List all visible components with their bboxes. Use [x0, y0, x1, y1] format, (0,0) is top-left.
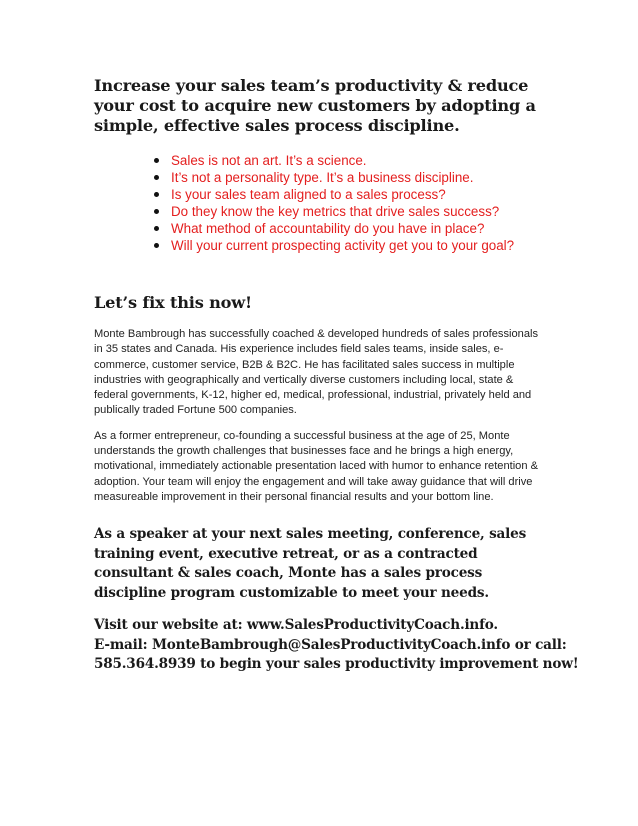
- bullet-text: Is your sales team aligned to a sales process?: [171, 187, 446, 202]
- main-heading: Increase your sales team’s productivity & reduce your cost to acquire new customers by adopting a simple, effective sales process discipline.: [94, 76, 536, 135]
- contact-block: [94, 616, 579, 675]
- email-line: [94, 636, 567, 656]
- bullet-text: Do they know the key metrics that drive sales success?: [171, 204, 500, 219]
- bullet-list: [94, 152, 554, 254]
- bullet-icon: [154, 209, 159, 214]
- list-item: [154, 220, 554, 237]
- list-item: [154, 237, 554, 254]
- document-content: [94, 76, 579, 675]
- list-item: [154, 203, 554, 220]
- website-line: [94, 616, 554, 636]
- bullet-text: Will your current prospecting activity get you to your goal?: [171, 238, 515, 253]
- bio-paragraph: Monte Bambrough has successfully coached & developed hundreds of sales professionals in 35 states and Canada. His experience includes field sales teams, inside sales, e-commerce, customer service, B2B & B2C. He has facilitated sales success in multiple industries with geographically and vertically diverse customers including local, state & federal governments, K-12, higher ed, medical, professional, industrial, privately held and publically traded Fortune 500 companies.: [94, 328, 539, 417]
- bullet-icon: [154, 158, 159, 163]
- bullet-icon: [154, 175, 159, 180]
- bullet-text: What method of accountability do you have in place?: [171, 221, 485, 236]
- email-link[interactable]: MonteBambrough@SalesProductivityCoach.info: [151, 636, 511, 653]
- bullet-icon: [154, 192, 159, 197]
- bullet-text: It’s not a personality type. It’s a business discipline.: [171, 170, 474, 185]
- website-prefix: Visit our website at:: [94, 617, 247, 634]
- speaker-heading: As a speaker at your next sales meeting, conference, sales training event, executive retreat, or as a contracted consultant & sales coach, Monte has a sales process discipline program customizable to meet your needs.: [94, 526, 527, 601]
- bullet-icon: [154, 226, 159, 231]
- fix-heading: Let’s fix this now!: [94, 293, 252, 312]
- bullet-icon: [154, 243, 159, 248]
- closing-line: 585.364.8939 to begin your sales productivity improvement now!: [94, 656, 579, 673]
- website-link[interactable]: www.SalesProductivityCoach.info.: [246, 617, 498, 634]
- list-item: [154, 169, 554, 186]
- bullet-text: Sales is not an art. It’s a science.: [171, 153, 367, 168]
- list-item: [154, 152, 554, 169]
- email-prefix: E-mail:: [94, 636, 152, 653]
- call-text: or call:: [510, 636, 567, 653]
- list-item: [154, 186, 554, 203]
- entrepreneur-paragraph: As a former entrepreneur, co-founding a successful business at the age of 25, Monte understands the growth challenges that businesses face and he brings a high energy, motivational, immediately actionable presentation laced with humor to enhance retention & adoption. Your team will enjoy the engagement and will take away guidance that will drive measureable improvement in their personal financial results and your bottom line.: [94, 429, 539, 503]
